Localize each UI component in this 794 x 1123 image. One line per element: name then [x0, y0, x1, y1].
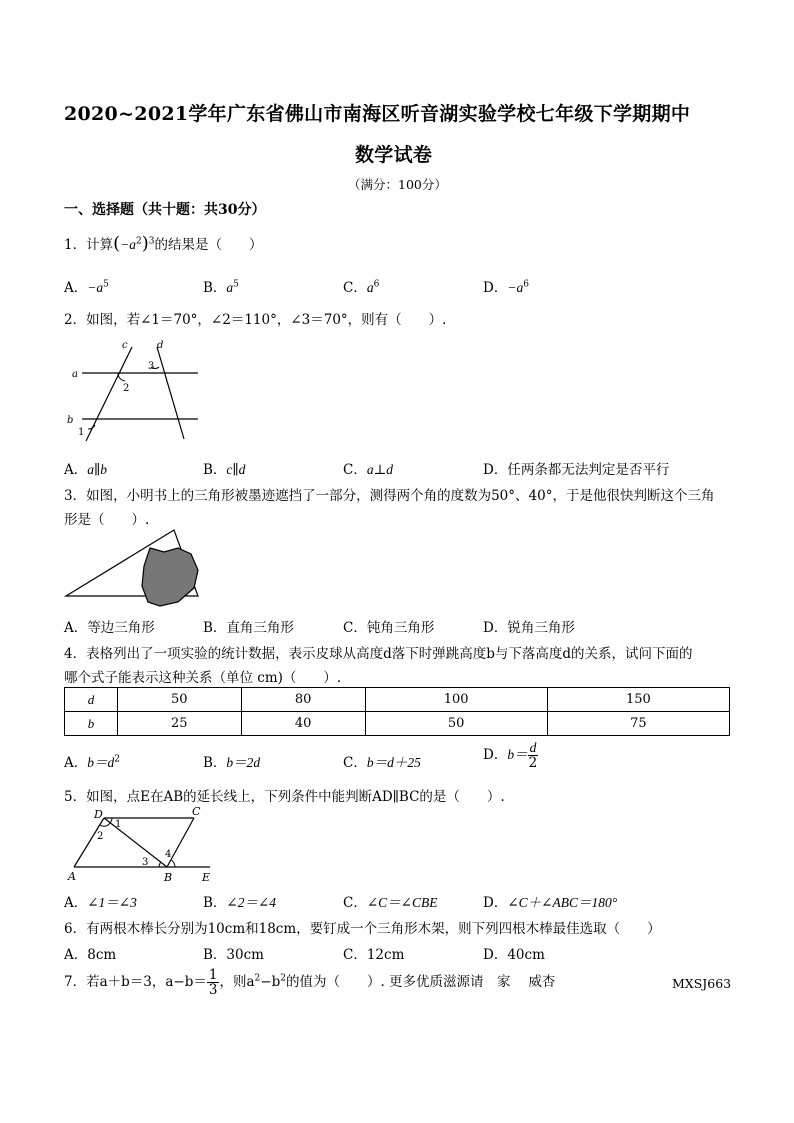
fraction: $\frac{1}{3}$ [208, 967, 218, 998]
table-row [65, 688, 730, 712]
ink-blot [142, 548, 198, 606]
q3-option-a[interactable]: A．等边三角形 [64, 620, 155, 636]
q4-option-d[interactable]: D．b＝ $\frac{d}{2}$ [483, 740, 538, 771]
q7-prefix: 7．若a＋b＝3，a−b＝ [64, 974, 207, 990]
q1-option-a[interactable]: A．$-a^5$ [64, 279, 109, 296]
q1-option-b[interactable]: B．$a^5$ [203, 279, 239, 296]
table-cell: 50 [365, 712, 547, 736]
section-heading: 一、选择题（共十题：共30分） [64, 202, 266, 218]
q5-option-c[interactable]: C．∠C＝∠CBE [343, 895, 438, 911]
table-cell: 50 [117, 688, 241, 712]
table-row [65, 712, 730, 736]
label-b: b [67, 415, 74, 426]
q4-option-b[interactable]: B．b＝2d [203, 755, 261, 771]
q2-option-a[interactable]: A．a∥b [64, 462, 107, 478]
label-1: 1 [115, 819, 122, 830]
watermark-code: MXSJ663 [672, 976, 732, 991]
question-4-line2: 哪个式子能表示这种关系（单位 cm)（ ）. [64, 670, 342, 686]
label-A: A [68, 870, 76, 883]
table-cell: 100 [365, 688, 547, 712]
label-2: 2 [123, 383, 130, 394]
table-cell: 40 [241, 712, 365, 736]
table-cell: d [65, 688, 118, 712]
q1-suffix: 的结果是（ ） [154, 237, 263, 253]
q1-inner-exp: 2 [136, 236, 142, 247]
q6-option-b[interactable]: B．30cm [203, 947, 264, 963]
q5-option-a[interactable]: A．∠1＝∠3 [64, 895, 137, 911]
question-6: 6．有两根木棒长分别为10cm和18cm，要钉成一个三角形木架，则下列四根木棒最佳选取（ ） [64, 921, 661, 937]
q2-figure [64, 337, 204, 442]
q2-option-b[interactable]: B．c∥d [203, 462, 246, 478]
line-c [86, 347, 132, 441]
q4-option-c[interactable]: C．b＝d＋25 [343, 755, 421, 771]
q2-option-d[interactable]: D．任两条都无法判定是否平行 [483, 462, 670, 478]
page-title: 2020~2021学年广东省佛山市南海区听音湖实验学校七年级下学期期中 [64, 103, 691, 125]
page-subtitle: 数学试卷 [355, 144, 433, 166]
full-score: （满分：100分） [348, 177, 447, 192]
table-cell: b [65, 712, 118, 736]
label-E: E [202, 871, 211, 884]
q3-option-c[interactable]: C．钝角三角形 [343, 620, 435, 636]
data-table [64, 687, 730, 736]
q6-option-c[interactable]: C．12cm [343, 947, 405, 963]
table-cell: 75 [547, 712, 729, 736]
q2-option-c[interactable]: C．a⊥d [343, 462, 394, 478]
label-D: D [94, 808, 103, 821]
q7-mid2: −b [260, 974, 281, 990]
table-cell: 80 [241, 688, 365, 712]
line-ad [74, 818, 104, 867]
q3-option-d[interactable]: D．锐角三角形 [483, 620, 575, 636]
q7-suffix: 的值为（ ）. 更多优质滋源请 家 威杏 [285, 974, 556, 990]
label-3: 3 [148, 361, 155, 372]
q5-option-d[interactable]: D．∠C＋∠ABC＝180° [483, 895, 618, 911]
q5-option-b[interactable]: B．∠2＝∠4 [203, 895, 277, 911]
q3-option-b[interactable]: B．直角三角形 [203, 620, 294, 636]
q1-option-c[interactable]: C．$a^6$ [343, 279, 380, 296]
table-cell: 150 [547, 688, 729, 712]
label-4: 4 [165, 849, 172, 860]
q1-expr: −a [120, 237, 136, 252]
label-2: 2 [97, 831, 104, 842]
q1-outer-exp: 3 [148, 236, 155, 247]
question-2: 2．如图，若∠1＝70°，∠2＝110°，∠3＝70°，则有（ ）. [64, 312, 447, 328]
label-1: 1 [78, 427, 85, 438]
q6-option-a[interactable]: A．8cm [64, 947, 117, 963]
table-cell: 25 [117, 712, 241, 736]
q3-figure [64, 528, 204, 610]
fraction: $\frac{d}{2}$ [528, 740, 538, 771]
q7-mid: ，则a [219, 974, 255, 990]
q6-option-d[interactable]: D．40cm [483, 947, 545, 963]
question-3-line1: 3．如图，小明书上的三角形被墨迹遮挡了一部分，测得两个角的度数为50°、40°，于是他很快判断这个三角 [64, 488, 715, 504]
question-1: 1．计算$(-a^2)^3$的结果是（ ） [64, 233, 263, 254]
line-d [157, 347, 184, 439]
line-db [104, 818, 167, 867]
question-7: 7．若a＋b＝3，a−b＝ $\frac{1}{3}$ ，则$a^2-b^2$的值为（ ）. 更多优质滋源请 家 威杏 [64, 967, 556, 998]
q1-option-d[interactable]: D．$-a^6$ [483, 279, 529, 296]
q4-option-a[interactable]: A．$b=d^2$ [64, 754, 120, 771]
label-c: c [122, 340, 128, 351]
question-3-line2: 形是（ ）. [64, 512, 150, 528]
q5-figure [64, 804, 214, 884]
label-3: 3 [142, 857, 149, 868]
label-B: B [164, 871, 173, 884]
q1-prefix: 1．计算 [64, 237, 114, 253]
label-a: a [72, 369, 78, 380]
label-d: d [157, 340, 164, 351]
question-5: 5．如图，点E在AB的延长线上，下列条件中能判断AD∥BC的是（ ）. [64, 789, 505, 805]
question-4-line1: 4．表格列出了一项实验的统计数据，表示皮球从高度d落下时弹跳高度b与下落高度d的关系，试问下面的 [64, 646, 693, 662]
label-C: C [192, 805, 201, 818]
